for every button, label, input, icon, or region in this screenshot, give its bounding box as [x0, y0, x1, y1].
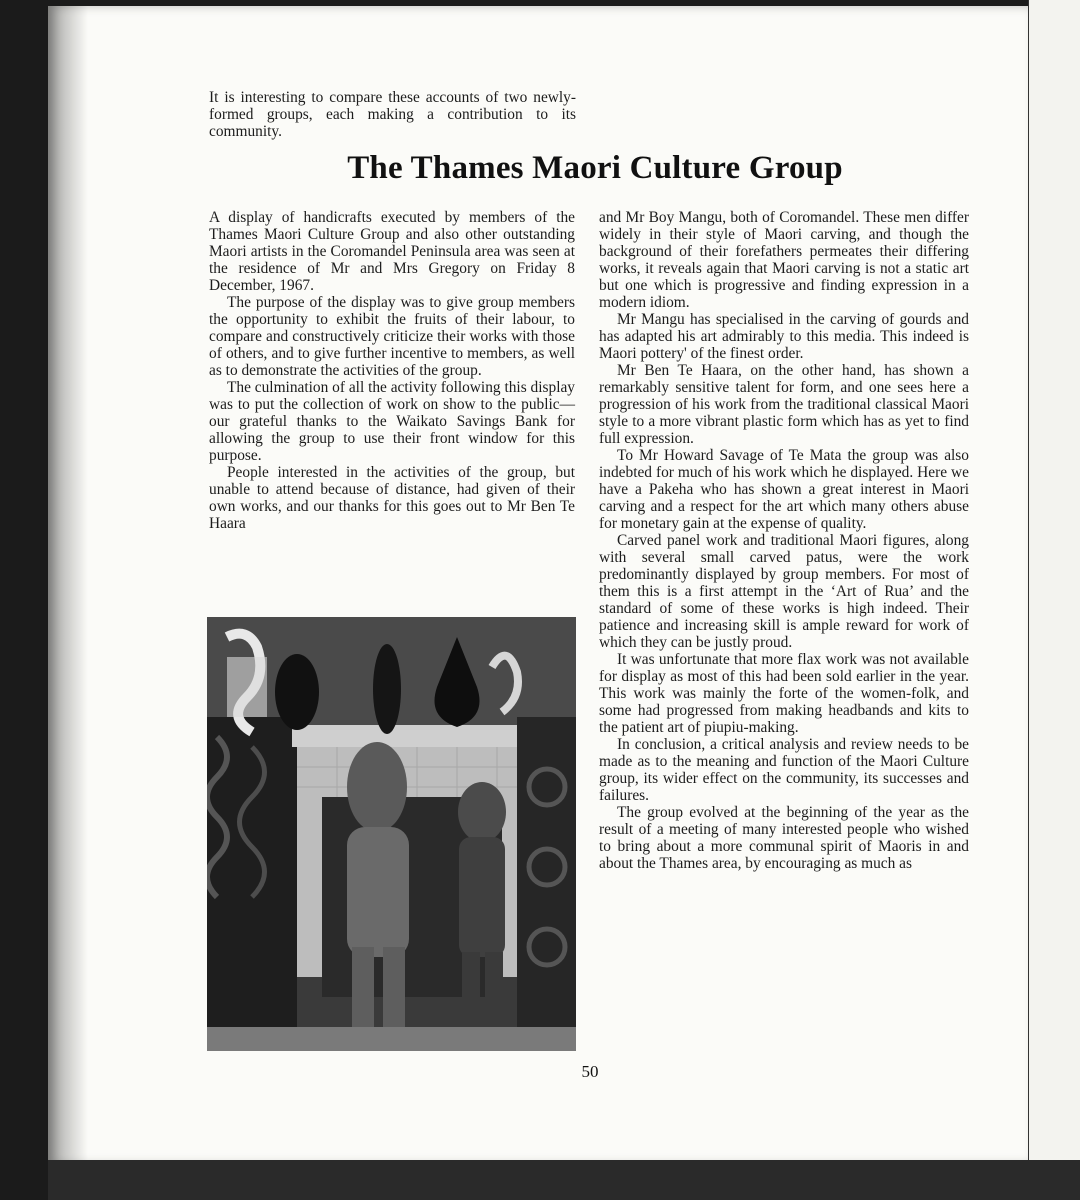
adjacent-page-edge	[1028, 0, 1080, 1200]
article-title: The Thames Maori Culture Group	[347, 150, 843, 186]
carvings-photograph	[207, 617, 576, 1051]
right-paragraph: It was unfortunate that more flax work was not available for display as most of this had been sold earlier in the year. This work was mainly the forte of the women-folk, and some had progressed from making headbands and kits to the patient art of piupiu-making.	[599, 651, 969, 736]
right-paragraph: In conclusion, a critical analysis and review needs to be made as to the meaning and function of the Maori Culture group, its wider effect on the community, its successes and failures.	[599, 736, 969, 804]
right-paragraph: Mr Ben Te Haara, on the other hand, has shown a remarkably sensitive talent for form, and one sees here a progression of his work from the traditional classical Maori style to a more vibrant plastic form which has as yet to find full expression.	[599, 362, 969, 447]
left-column	[209, 209, 575, 532]
left-paragraph: The culmination of all the activity following this display was to put the collection of work on show to the public—our grateful thanks to the Waikato Savings Bank for allowing the group to use their front window for this purpose.	[209, 379, 575, 464]
page-bottom-edge	[48, 1160, 1080, 1200]
page-number: 50	[581, 1062, 599, 1081]
right-paragraph: The group evolved at the beginning of the year as the result of a meeting of many interested people who wished to bring about a more communal spirit of Maoris in and about the Thames area, by encouraging as much as	[599, 804, 969, 872]
right-paragraph: Mr Mangu has specialised in the carving of gourds and has adapted his art admirably to this media. This indeed is Maori pottery' of the finest order.	[599, 311, 969, 362]
right-paragraph: Carved panel work and traditional Maori figures, along with several small carved patus, were the work predominantly displayed by group members. For most of them this is a first attempt in the ‘Art of Rua’ and the standard of some of these works is high indeed. Their patience and increasing skill is ample reward for work of which they can be justly proud.	[599, 532, 969, 651]
left-paragraph: A display of handicrafts executed by members of the Thames Maori Culture Group and also other outstanding Maori artists in the Coromandel Peninsula area was seen at the residence of Mr and Mrs Gregory on Friday 8 December, 1967.	[209, 209, 575, 294]
left-paragraph: The purpose of the display was to give group members the opportunity to exhibit the fruits of their labour, to compare and constructively criticize their works with those of others, and to give further incentive to members, as well as to demonstrate the activities of the group.	[209, 294, 575, 379]
right-column	[599, 209, 969, 872]
intro-paragraph: It is interesting to compare these accounts of two newly-formed groups, each making a contribution to its community.	[209, 89, 576, 140]
right-paragraph: and Mr Boy Mangu, both of Coromandel. These men differ widely in their style of Maori carving, and though the background of their forefathers permeates their differing works, it reveals again that Maori carving is not a static art but one which is progressive and finding expression in a modern idiom.	[599, 209, 969, 311]
left-paragraph: People interested in the activities of the group, but unable to attend because of distance, had given of their own works, and our thanks for this goes out to Mr Ben Te Haara	[209, 464, 575, 532]
right-paragraph: To Mr Howard Savage of Te Mata the group was also indebted for much of his work which he displayed. Here we have a Pakeha who has shown a great interest in Maori carving and a respect for the art which many others abuse for monetary gain at the expense of quality.	[599, 447, 969, 532]
